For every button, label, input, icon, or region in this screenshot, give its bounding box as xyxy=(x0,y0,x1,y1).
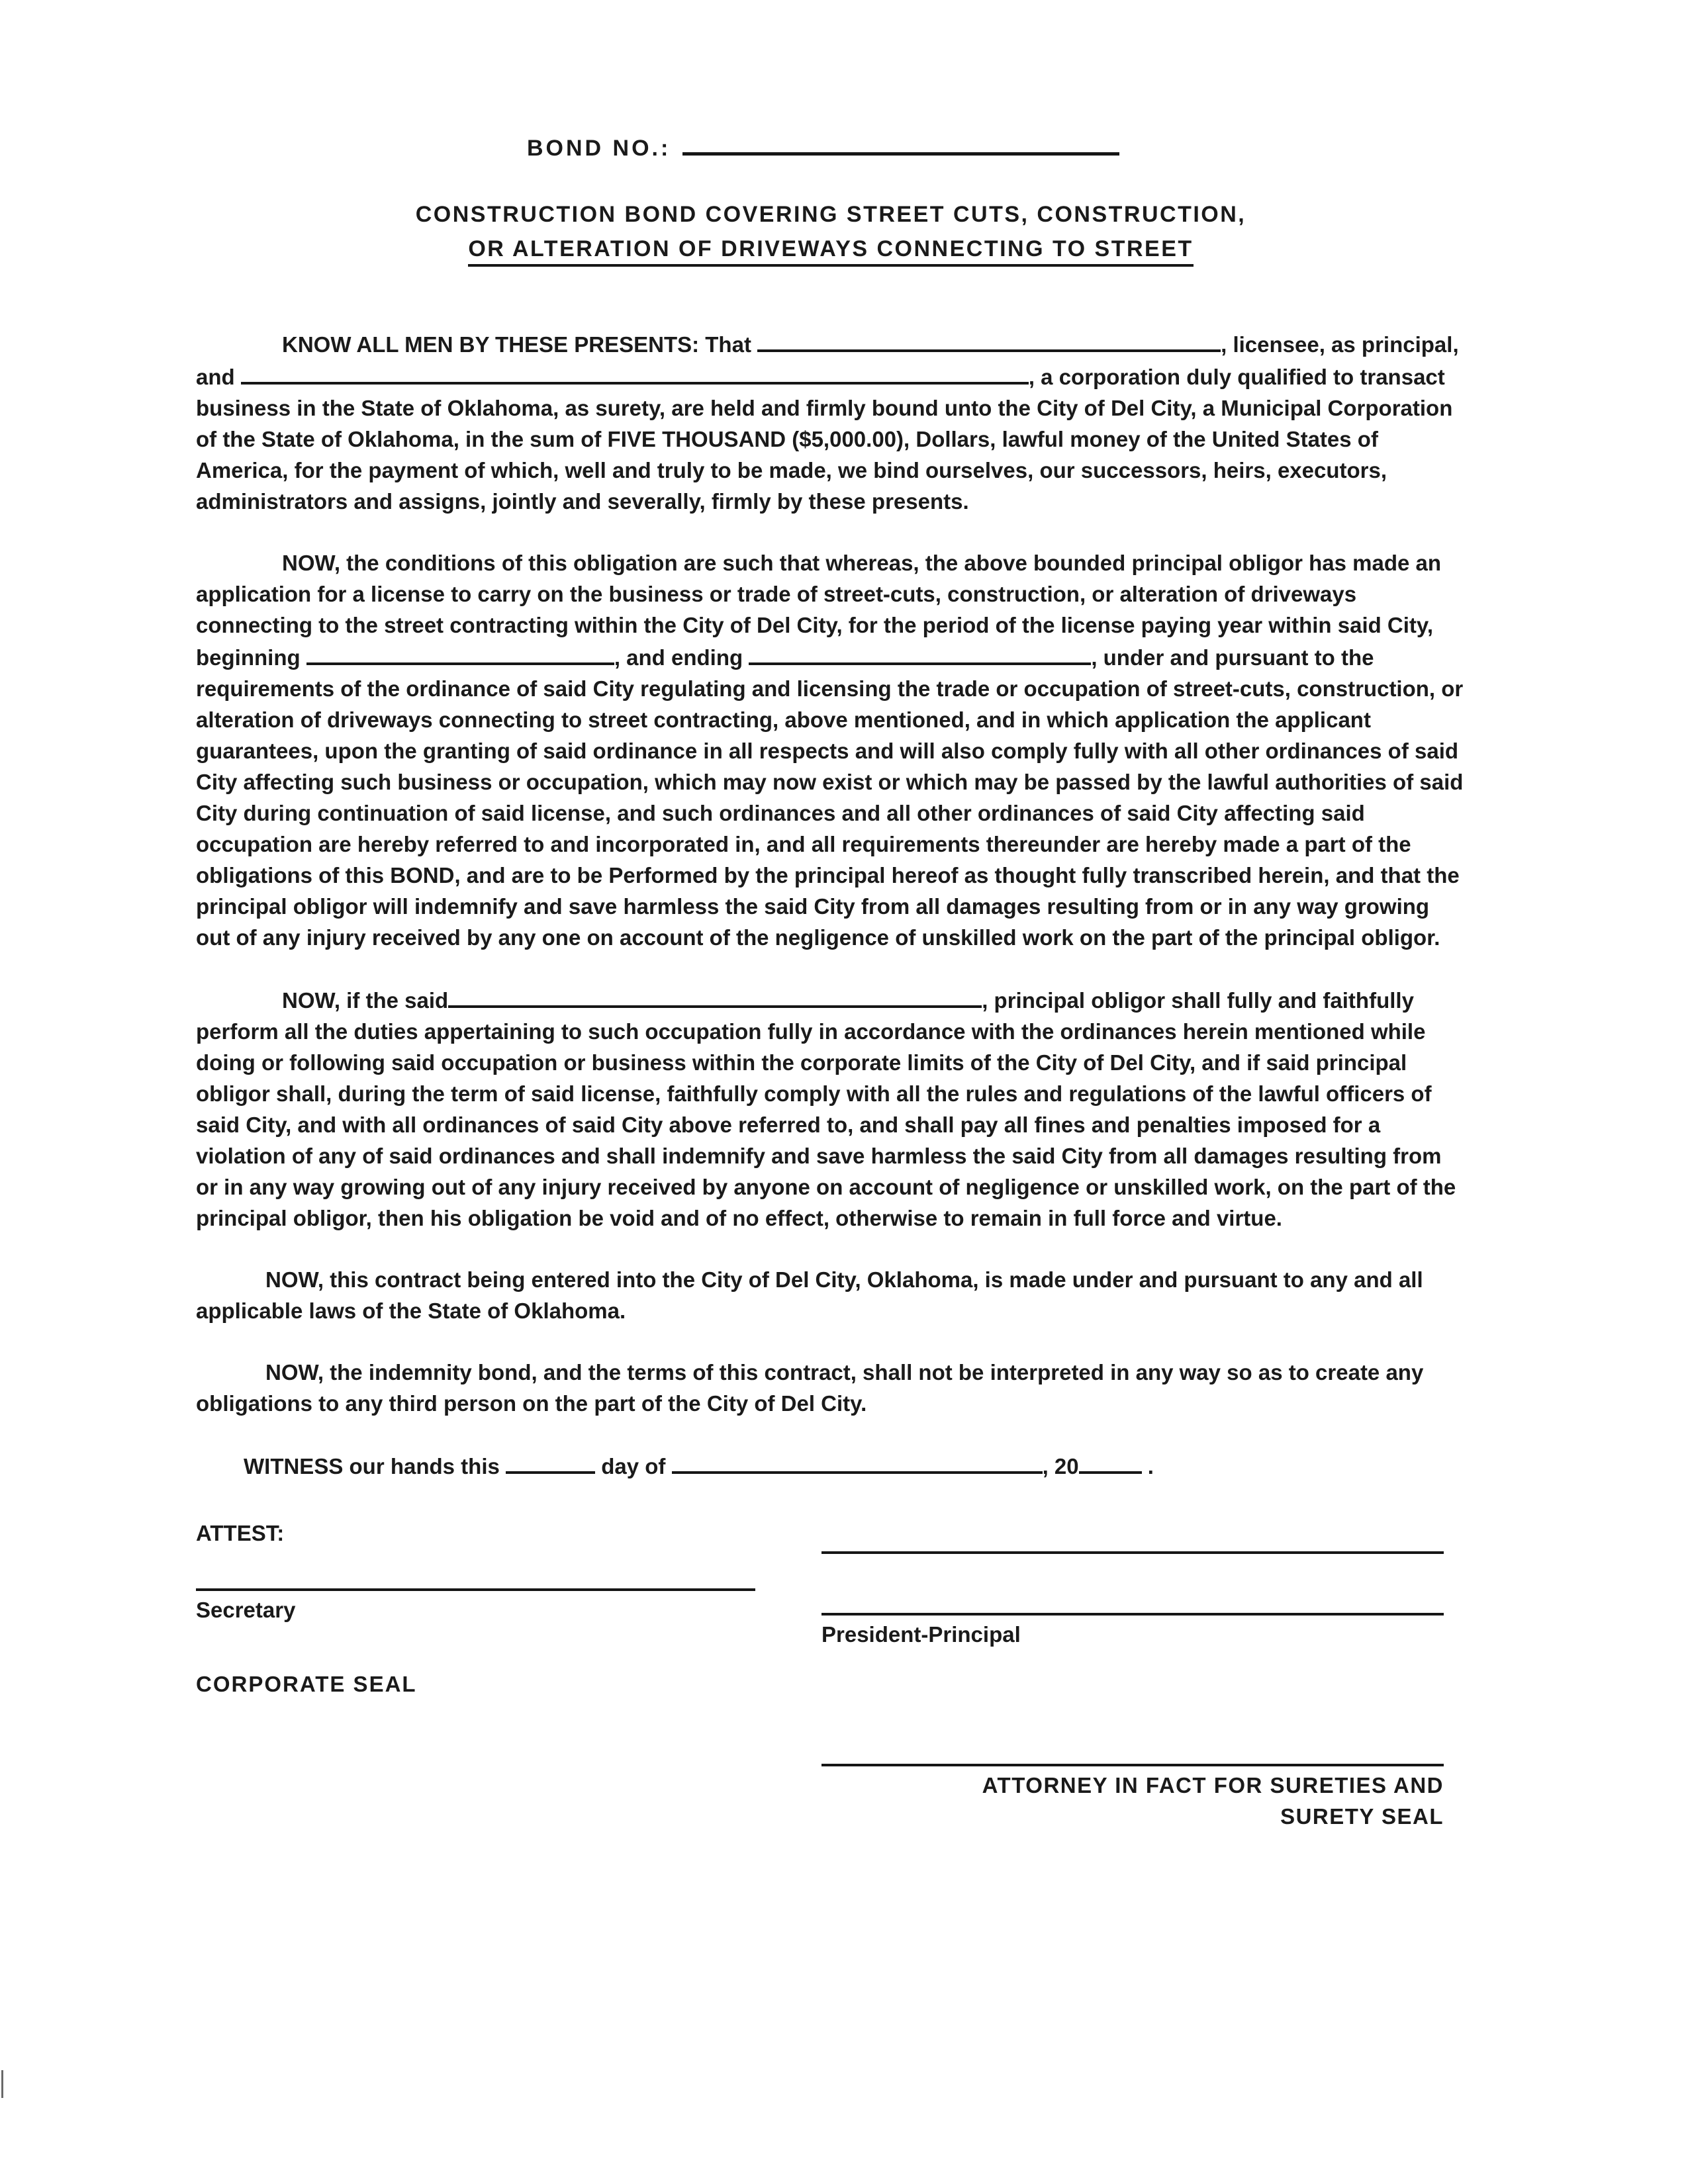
bond-number-label: BOND NO.: xyxy=(527,136,671,161)
corporate-seal-label: CORPORATE SEAL xyxy=(196,1672,417,1696)
attest-label: ATTEST: xyxy=(196,1521,285,1545)
text-segment: , and ending xyxy=(614,645,743,670)
attorney-label-line-1: ATTORNEY IN FACT FOR SURETIES AND xyxy=(982,1773,1444,1797)
paragraph-preamble xyxy=(196,328,1466,517)
attorney-label-line-2: SURETY SEAL xyxy=(1280,1804,1444,1829)
text-segment: day of xyxy=(601,1454,666,1479)
text-segment: , 20 xyxy=(1042,1454,1079,1479)
text-segment: . xyxy=(1147,1454,1154,1479)
text-segment: , under and pursuant to the requirements of the ordinance of said City regulating and licensing the trade or occupation of street-cuts, construction, or alteration of driveways connecting to street contracting, above mentioned, and in which application the applicant guarantees, upon the granting of said ordinance in all respects and will also comply fully with all other ordinances of said City affecting such business or occupation, which may now exist or which may be passed by the lawful authorities of said City during continuation of said license, and such ordinances and all other ordinances of said City affecting said occupation are hereby referred to and incorporated in, and all requirements thereunder are hereby made a part of the obligations of this BOND, and are to be Performed by the principal hereof as thought fully transcribed herein, and that the principal obligor will indemnify and save harmless the said City from all damages resulting from or in any way growing out of any injury received by any one on account of the negligence of unskilled work on the part of the principal obligor. xyxy=(196,645,1464,950)
signature-line-upper-right[interactable] xyxy=(821,1551,1444,1554)
paragraph-obligation xyxy=(196,983,1466,1234)
text-segment: WITNESS our hands this xyxy=(244,1454,500,1479)
text-segment: , principal obligor shall fully and faithfully perform all the duties appertaining to such occupation fully in accordance with the ordinances herein mentioned while doing or following said occupation or business within the corporate limits of the City of Del City, and if said principal obligor shall, during the term of said license, faithfully comply with all the rules and regulations of the lawful officers of said City, and with all ordinances of said City above referred to, and shall pay all fines and penalties imposed for a violation of any of said ordinances and shall indemnify and save harmless the said City from all damages resulting from or in any way growing out of any injury received by anyone on account of negligence or unskilled work, on the part of the principal obligor, then his obligation be void and of no effect, otherwise to remain in full force and virtue. xyxy=(196,988,1456,1230)
bond-number-row xyxy=(527,130,1466,164)
title-line-1: CONSTRUCTION BOND COVERING STREET CUTS, CONSTRUCTION, xyxy=(415,202,1246,227)
attorney-signature-line[interactable] xyxy=(821,1764,1444,1766)
title-line-2 xyxy=(196,232,1466,267)
scan-artifact xyxy=(1,2070,3,2098)
paragraph-third-person: NOW, the indemnity bond, and the terms of this contract, shall not be interpreted in any way so as to create any obligations to any third person on the part of the City of Del City. xyxy=(196,1360,1424,1416)
text-segment: NOW, if the said xyxy=(282,988,449,1013)
text-segment: , licensee, as principal, and xyxy=(196,332,1459,389)
signature-section xyxy=(196,1518,1466,1968)
text-segment: KNOW ALL MEN BY THESE PRESENTS: That xyxy=(282,332,751,357)
paragraph-conditions xyxy=(196,547,1466,953)
president-signature-line[interactable] xyxy=(821,1613,1444,1615)
surety-name-blank[interactable] xyxy=(241,360,1029,385)
text-segment: NOW, the conditions of this obligation are such that whereas, the above bounded principal obligor has made an application for a license to carry on the business or trade of street-cuts, construction, or alteration of driveways connecting to the street contracting within the City of Del City, for the period of the license paying year within said City, beginning xyxy=(196,551,1442,670)
witness-line xyxy=(196,1449,1466,1482)
witness-day-blank[interactable] xyxy=(506,1449,595,1474)
president-principal-label: President-Principal xyxy=(821,1622,1021,1647)
text-segment: , a corporation duly qualified to transact business in the State of Oklahoma, as surety, are held and firmly bound unto the City of Del City, a Municipal Corporation of the State of Oklahoma, in the sum of FIVE THOUSAND ($5,000.00), Dollars, lawful money of the United States of America, for the payment of which, well and truly to be made, we bind ourselves, our successors, heirs, executors, administrators and assigns, jointly and severally, firmly by these presents. xyxy=(196,365,1453,514)
paragraph-contract-jurisdiction: NOW, this contract being entered into the City of Del City, Oklahoma, is made under and pursuant to any and all applicable laws of the State of Oklahoma. xyxy=(196,1267,1423,1323)
witness-month-blank[interactable] xyxy=(672,1449,1043,1474)
bond-number-blank[interactable] xyxy=(682,130,1119,156)
secretary-signature-line[interactable] xyxy=(196,1588,755,1591)
title-line-2-underlined: OR ALTERATION OF DRIVEWAYS CONNECTING TO STREET xyxy=(468,234,1193,267)
license-begin-date-blank[interactable] xyxy=(306,641,614,665)
secretary-label: Secretary xyxy=(196,1598,296,1622)
document-title xyxy=(196,197,1466,267)
attorney-in-fact-label xyxy=(821,1770,1444,1832)
license-end-date-blank[interactable] xyxy=(749,641,1091,665)
licensee-name-blank[interactable] xyxy=(757,328,1221,352)
principal-obligor-name-blank[interactable] xyxy=(448,983,982,1008)
witness-year-blank[interactable] xyxy=(1079,1449,1142,1474)
